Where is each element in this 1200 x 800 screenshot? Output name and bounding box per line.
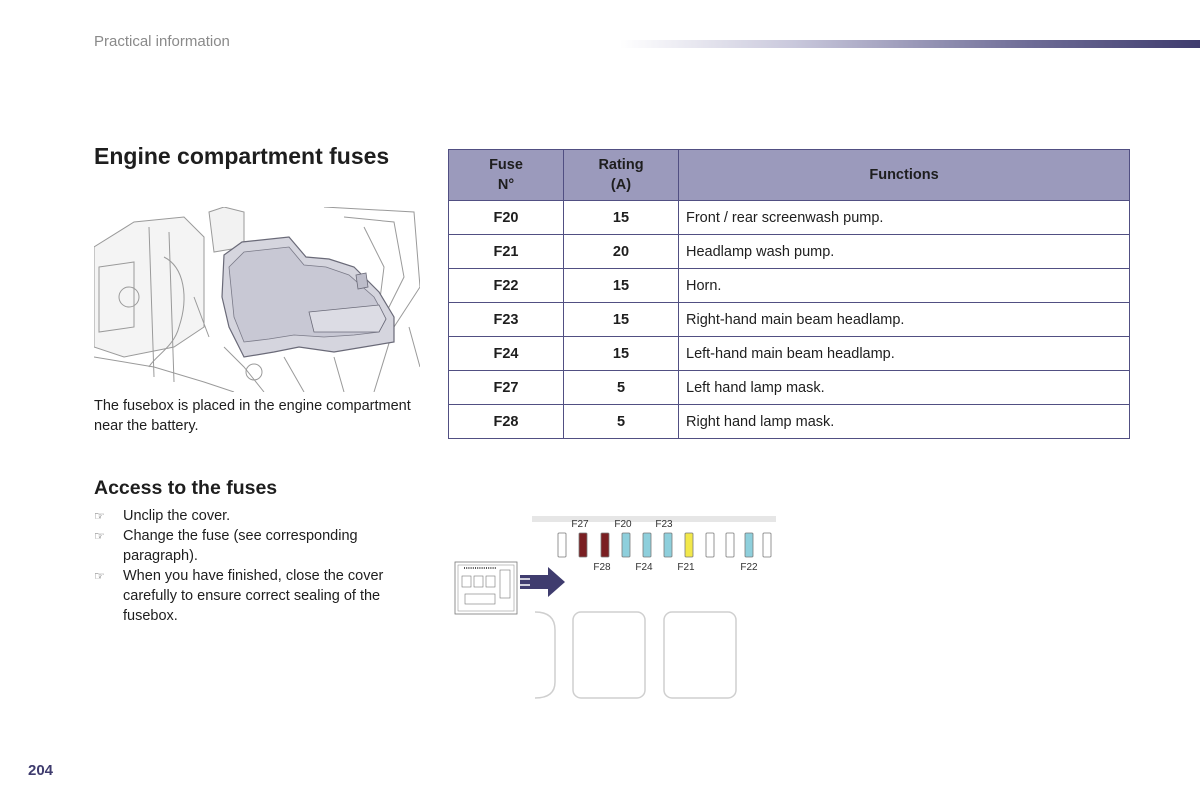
fuse-number: F27 [449, 371, 564, 405]
fusebox-top-edge [532, 516, 776, 522]
fuse-rating: 5 [564, 371, 679, 405]
fuse-rating: 5 [564, 405, 679, 439]
fusebox-thumbnail [455, 562, 517, 614]
fuse-column-header: Fuse N° [449, 150, 564, 201]
fuse-f23 [664, 533, 672, 557]
fuse-function: Left hand lamp mask. [679, 371, 1130, 405]
fuse-rating: 15 [564, 303, 679, 337]
fuse-function: Front / rear screenwash pump. [679, 201, 1130, 235]
page-title: Engine compartment fuses [94, 143, 390, 169]
fuse-number: F22 [449, 269, 564, 303]
fuse-f20 [622, 533, 630, 557]
fuse-function: Right-hand main beam headlamp. [679, 303, 1130, 337]
fuse-number: F28 [449, 405, 564, 439]
fuse-function: Headlamp wash pump. [679, 235, 1130, 269]
pointing-hand-icon: ☞ [94, 569, 105, 583]
table-row [449, 269, 1130, 303]
list-item [94, 526, 424, 566]
fuse-number: F23 [449, 303, 564, 337]
fuse-slot-empty [558, 533, 566, 557]
table-row [449, 303, 1130, 337]
fuse-slot-empty [763, 533, 771, 557]
fuse-label-f23: F23 [655, 519, 673, 530]
fuse-rating: 15 [564, 201, 679, 235]
functions-column-header: Functions [679, 150, 1130, 201]
fuse-label-f28: F28 [593, 562, 611, 573]
fuse-f27 [579, 533, 587, 557]
step-text: Change the fuse (see corresponding paragraph). [123, 528, 358, 564]
cover-outline [664, 612, 736, 698]
rating-column-header: Rating (A) [564, 150, 679, 201]
fuse-slot-empty [726, 533, 734, 557]
fuse-number: F21 [449, 235, 564, 269]
access-steps-list [94, 506, 424, 626]
step-text: When you have finished, close the cover carefully to ensure correct sealing of the fusebox. [123, 568, 384, 624]
fuse-number: F24 [449, 337, 564, 371]
table-row [449, 371, 1130, 405]
fuse-label-f27: F27 [571, 519, 589, 530]
fuse-rating: 15 [564, 269, 679, 303]
arrow-right-icon [520, 567, 565, 597]
fuse-rating: 15 [564, 337, 679, 371]
list-item [94, 506, 424, 526]
fusebox-location-caption: The fusebox is placed in the engine compartment near the battery. [94, 398, 411, 434]
fuse-function: Horn. [679, 269, 1130, 303]
section-label: Practical information [94, 33, 230, 50]
table-header-row [449, 150, 1130, 201]
table-row [449, 201, 1130, 235]
fuse-label-f24: F24 [635, 562, 653, 573]
header-gradient-bar [620, 40, 1200, 48]
table-row [449, 337, 1130, 371]
cover-outline [535, 612, 555, 698]
fuse-f24 [643, 533, 651, 557]
fuse-label-f20: F20 [614, 519, 632, 530]
pointing-hand-icon: ☞ [94, 529, 105, 543]
fuse-number: F20 [449, 201, 564, 235]
fuse-f22 [745, 533, 753, 557]
table-row [449, 405, 1130, 439]
fuse-f28 [601, 533, 609, 557]
list-item [94, 566, 424, 626]
fuse-layout-diagram [450, 510, 780, 705]
step-text: Unclip the cover. [123, 508, 231, 524]
fuse-label-f21: F21 [677, 562, 695, 573]
access-fuses-heading: Access to the fuses [94, 477, 278, 499]
fuse-function: Right hand lamp mask. [679, 405, 1130, 439]
fuse-f21 [685, 533, 693, 557]
fuse-label-f22: F22 [740, 562, 758, 573]
engine-compartment-illustration [94, 207, 420, 392]
fuse-function: Left-hand main beam headlamp. [679, 337, 1130, 371]
fuse-rating: 20 [564, 235, 679, 269]
page-number: 204 [28, 762, 54, 779]
fuse-slot-empty [706, 533, 714, 557]
cover-outline [573, 612, 645, 698]
table-row [449, 235, 1130, 269]
fuse-table [448, 149, 1130, 439]
pointing-hand-icon: ☞ [94, 509, 105, 523]
